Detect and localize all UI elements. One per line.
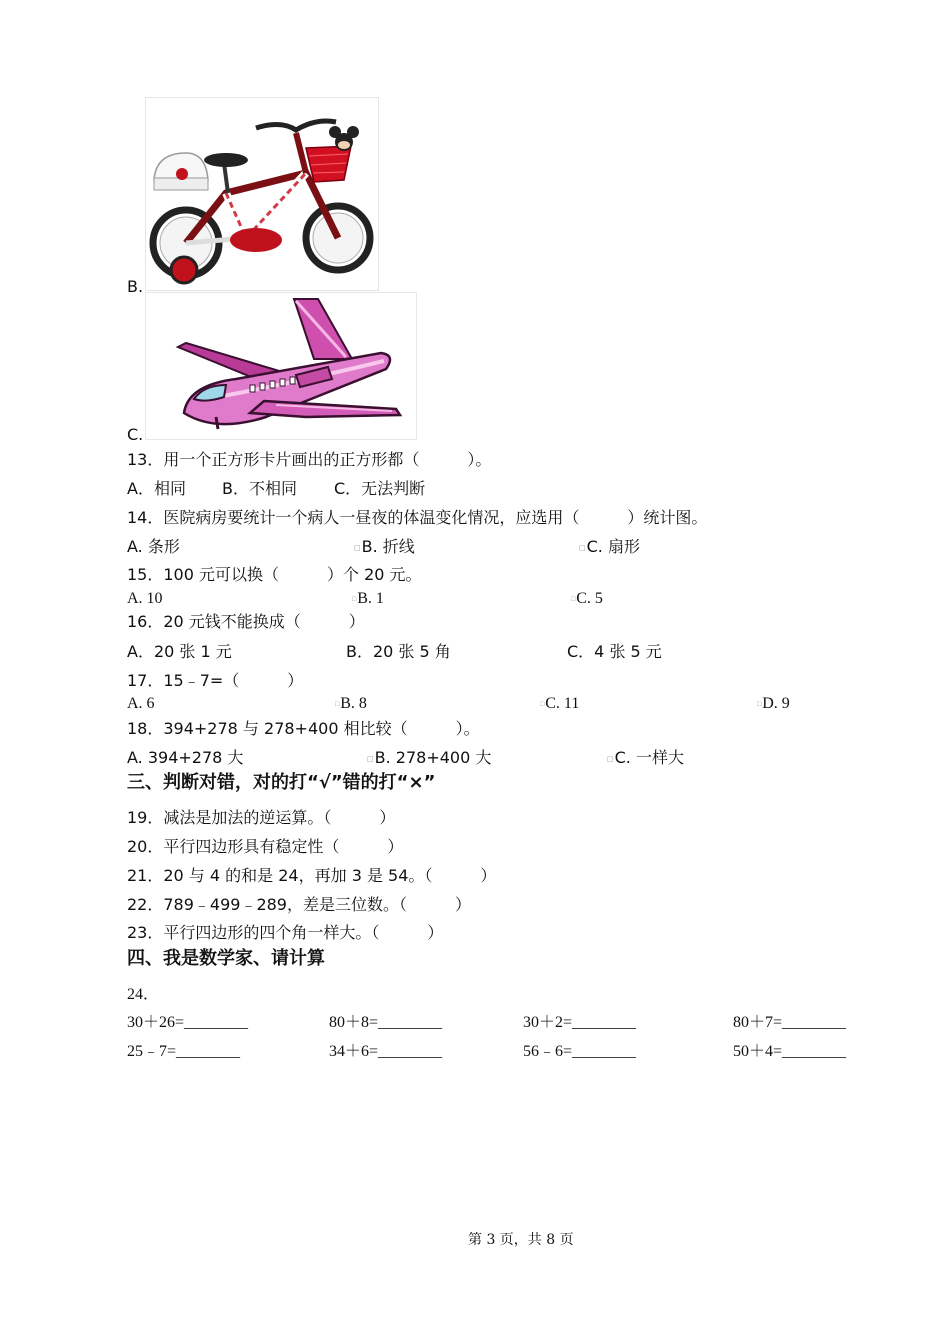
question-18: 18．394+278 与 278+400 相比较（ ）。 xyxy=(127,719,480,738)
option-marker-icon: □ xyxy=(607,754,614,763)
airplane-image xyxy=(145,292,417,440)
q14-option-b-text: B. 折线 xyxy=(361,537,415,556)
calc-item[interactable]: 80＋8=________ xyxy=(329,1014,443,1031)
calc-item[interactable]: 34＋6=________ xyxy=(329,1043,443,1060)
q17-option-b[interactable] xyxy=(335,694,367,714)
q17-option-d-text: D. 9 xyxy=(762,695,790,712)
q15-option-a[interactable]: A. 10 xyxy=(127,590,163,607)
question-16: 16．20 元钱不能换成（ ） xyxy=(127,612,365,631)
q16-option-c[interactable]: C．4 张 5 元 xyxy=(567,642,662,661)
option-b-label: B. xyxy=(127,277,144,296)
q17-option-c-text: C. 11 xyxy=(545,695,580,712)
option-marker-icon: □ xyxy=(335,700,340,709)
q16-option-a[interactable]: A．20 张 1 元 xyxy=(127,642,232,661)
question-22: 22．789﹣499﹣289，差是三位数。（ ） xyxy=(127,895,471,914)
q18-option-c[interactable] xyxy=(607,748,684,769)
q14-option-c[interactable] xyxy=(579,537,640,558)
calc-item[interactable]: 56﹣6=________ xyxy=(523,1043,637,1060)
question-13: 13．用一个正方形卡片画出的正方形都（ ）。 xyxy=(127,450,492,469)
q17-option-a[interactable]: A. 6 xyxy=(127,695,155,712)
section-4-title: 四、我是数学家、请计算 xyxy=(127,948,325,969)
option-marker-icon: □ xyxy=(579,543,586,552)
airplane-drawing xyxy=(146,293,416,439)
q14-option-b[interactable] xyxy=(354,537,415,558)
q17-option-b-text: B. 8 xyxy=(340,695,367,712)
question-24-label: 24． xyxy=(127,986,160,1003)
bicycle-drawing xyxy=(146,98,378,290)
option-marker-icon: □ xyxy=(352,595,357,604)
section-3-title: 三、判断对错，对的打“√”错的打“×” xyxy=(127,772,436,793)
option-marker-icon: □ xyxy=(757,700,762,709)
option-marker-icon: □ xyxy=(354,543,361,552)
q13-option-b[interactable]: B．不相同 xyxy=(222,479,297,498)
question-17: 17．15﹣7=（ ） xyxy=(127,671,304,690)
q15-option-b[interactable] xyxy=(352,589,384,609)
option-marker-icon: □ xyxy=(540,700,545,709)
q15-option-c-text: C. 5 xyxy=(576,590,603,607)
question-21: 21．20 与 4 的和是 24，再加 3 是 54。（ ） xyxy=(127,866,497,885)
q14-option-c-text: C. 扇形 xyxy=(586,537,640,556)
question-14: 14．医院病房要统计一个病人一昼夜的体温变化情况，应选用（ ）统计图。 xyxy=(127,508,708,527)
option-marker-icon: □ xyxy=(571,595,576,604)
q18-option-b-text: B. 278+400 大 xyxy=(374,748,492,767)
q14-option-a[interactable]: A. 条形 xyxy=(127,537,180,556)
question-15: 15．100 元可以换（ ）个 20 元。 xyxy=(127,565,422,584)
calc-item[interactable]: 25﹣7=________ xyxy=(127,1043,241,1060)
q16-option-b[interactable]: B．20 张 5 角 xyxy=(346,642,451,661)
q17-option-d[interactable] xyxy=(757,694,790,714)
q13-option-c[interactable]: C．无法判断 xyxy=(334,479,426,498)
question-20: 20．平行四边形具有稳定性（ ） xyxy=(127,837,404,856)
page-footer: 第 3 页，共 8 页 xyxy=(468,1232,574,1248)
option-c-label: C. xyxy=(127,425,144,444)
q15-option-b-text: B. 1 xyxy=(357,590,384,607)
calc-item[interactable]: 30＋26=________ xyxy=(127,1014,249,1031)
q18-option-b[interactable] xyxy=(367,748,491,769)
q18-option-a[interactable]: A. 394+278 大 xyxy=(127,748,244,767)
option-marker-icon: □ xyxy=(367,754,374,763)
calc-item[interactable]: 30＋2=________ xyxy=(523,1014,637,1031)
question-23: 23．平行四边形的四个角一样大。（ ） xyxy=(127,923,444,942)
q13-option-a[interactable]: A．相同 xyxy=(127,479,186,498)
calc-item[interactable]: 50＋4=________ xyxy=(733,1043,847,1060)
q18-option-c-text: C. 一样大 xyxy=(614,748,684,767)
q17-option-c[interactable] xyxy=(540,694,579,714)
calc-item[interactable]: 80＋7=________ xyxy=(733,1014,847,1031)
question-19: 19．减法是加法的逆运算。（ ） xyxy=(127,808,396,827)
bicycle-image xyxy=(145,97,379,291)
q15-option-c[interactable] xyxy=(571,589,603,609)
